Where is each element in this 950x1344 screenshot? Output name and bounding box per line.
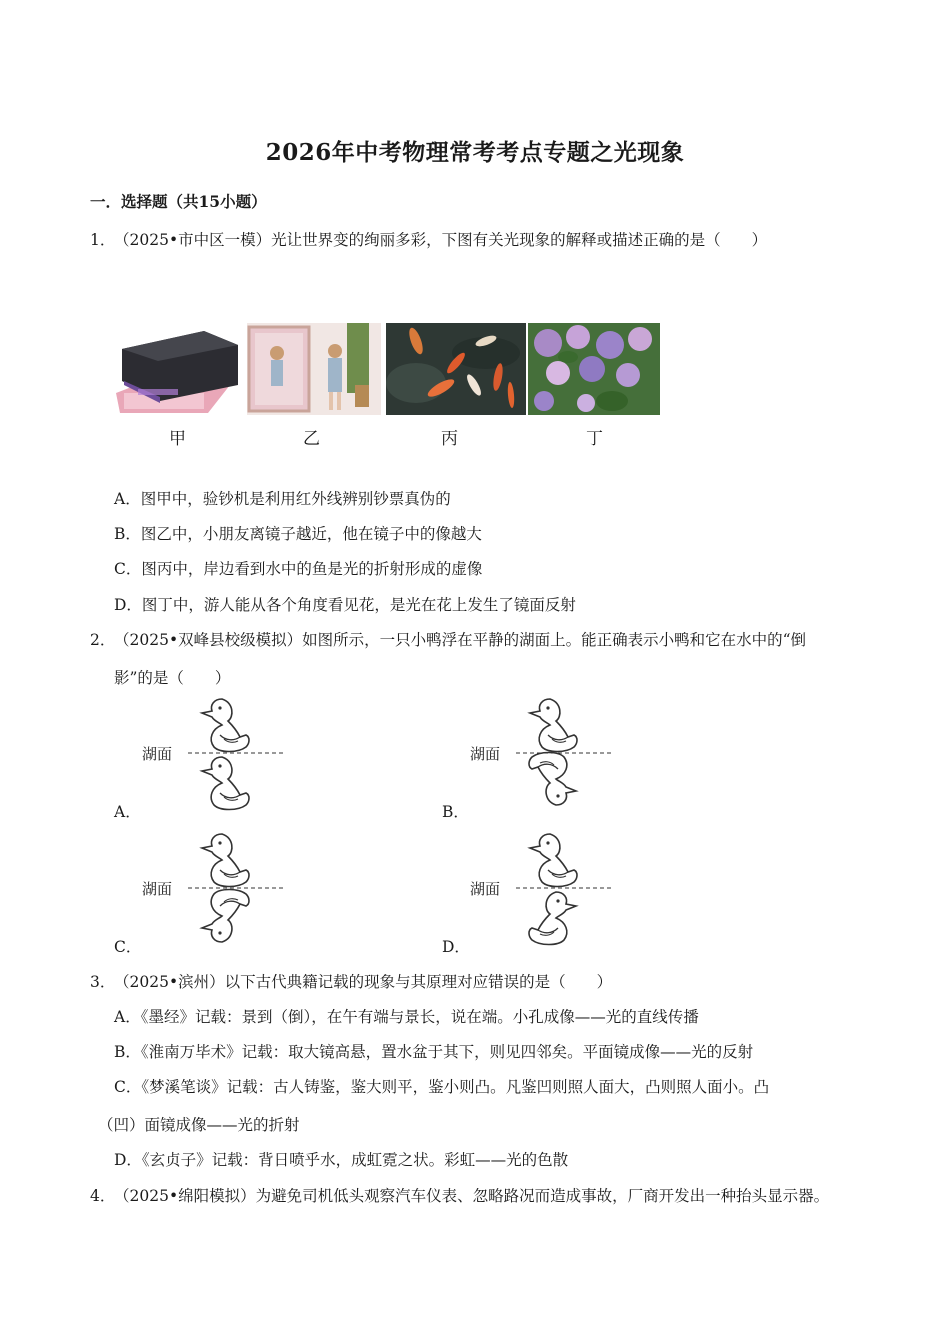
caption-bing: 丙 (441, 429, 458, 449)
question-number: 1． (90, 231, 116, 249)
question-3-option-b: B．《淮南万毕术》记载：取大镜高悬，置水盆于其下，则见四邻矣。平面镜成像——光的反射 (114, 1043, 754, 1061)
caption-yi: 乙 (303, 429, 320, 449)
question-3-stem (90, 970, 612, 992)
question-2-option-d: D． (442, 938, 470, 956)
question-3-option-d: D．《玄贞子》记载：背日喷乎水，成虹霓之状。彩虹——光的色散 (114, 1151, 569, 1169)
caption-ding: 丁 (586, 429, 603, 449)
question-2-stem (90, 628, 806, 650)
question-2-figure-c (140, 830, 290, 948)
question-text: （2025•市中区一模）光让世界变的绚丽多彩，下图有关光现象的解释或描述正确的是（ ） (114, 231, 768, 249)
question-2-option-c: C． (114, 938, 142, 956)
question-2-stem-continued: 影”的是（ ） (114, 669, 231, 687)
photo-currency-detector (112, 323, 242, 415)
lake-surface-label: 湖面 (470, 880, 501, 898)
question-4-stem (90, 1184, 829, 1206)
question-3-option-c-continued: （凹）面镜成像——光的折射 (98, 1116, 300, 1134)
lake-surface-label: 湖面 (142, 745, 173, 763)
lake-surface-label: 湖面 (470, 745, 501, 763)
question-1-option-c: C．图丙中，岸边看到水中的鱼是光的折射形成的虚像 (114, 560, 483, 578)
question-text: （2025•滨州）以下古代典籍记载的现象与其原理对应错误的是（ ） (114, 973, 613, 991)
question-1-stem (90, 228, 767, 250)
lake-surface-label: 湖面 (142, 880, 173, 898)
caption-jia: 甲 (169, 429, 186, 449)
section-heading: 一．选择题（共15小题） (90, 192, 267, 211)
question-2-option-a: A． (114, 803, 141, 821)
question-text: （2025•绵阳模拟）为避免司机低头观察汽车仪表、忽略路况而造成事故，厂商开发出一种抬头显示器。 (114, 1187, 830, 1205)
question-2-figure-d (468, 830, 618, 948)
photo-koi-fish (386, 323, 526, 415)
question-number: 3． (90, 973, 116, 991)
question-1-option-a: A．图甲中，验钞机是利用红外线辨别钞票真伪的 (114, 490, 451, 508)
question-2-option-b: B． (442, 803, 469, 821)
question-3-option-a: A．《墨经》记载：景到（倒），在午有端与景长，说在端。小孔成像——光的直线传播 (114, 1008, 699, 1026)
question-1-figure (112, 323, 662, 451)
question-number: 2． (90, 631, 116, 649)
question-number: 4． (90, 1187, 116, 1205)
question-2-figure-b (468, 695, 618, 813)
page-title: 2026年中考物理常考考点专题之光现象 (265, 139, 685, 166)
photo-child-mirror (247, 323, 381, 415)
question-text: （2025•双峰县校级模拟）如图所示，一只小鸭浮在平静的湖面上。能正确表示小鸭和它在水中的“倒 (114, 631, 807, 649)
question-1-option-d: D．图丁中，游人能从各个角度看见花，是光在花上发生了镜面反射 (114, 596, 576, 614)
photo-hydrangea-flowers (528, 323, 660, 415)
question-2-figure-a (140, 695, 290, 813)
question-1-option-b: B．图乙中，小朋友离镜子越近，他在镜子中的像越大 (114, 525, 482, 543)
question-3-option-c: C．《梦溪笔谈》记载：古人铸鉴，鉴大则平，鉴小则凸。凡鉴凹则照人面大，凸则照人面小。凸 (114, 1078, 770, 1096)
